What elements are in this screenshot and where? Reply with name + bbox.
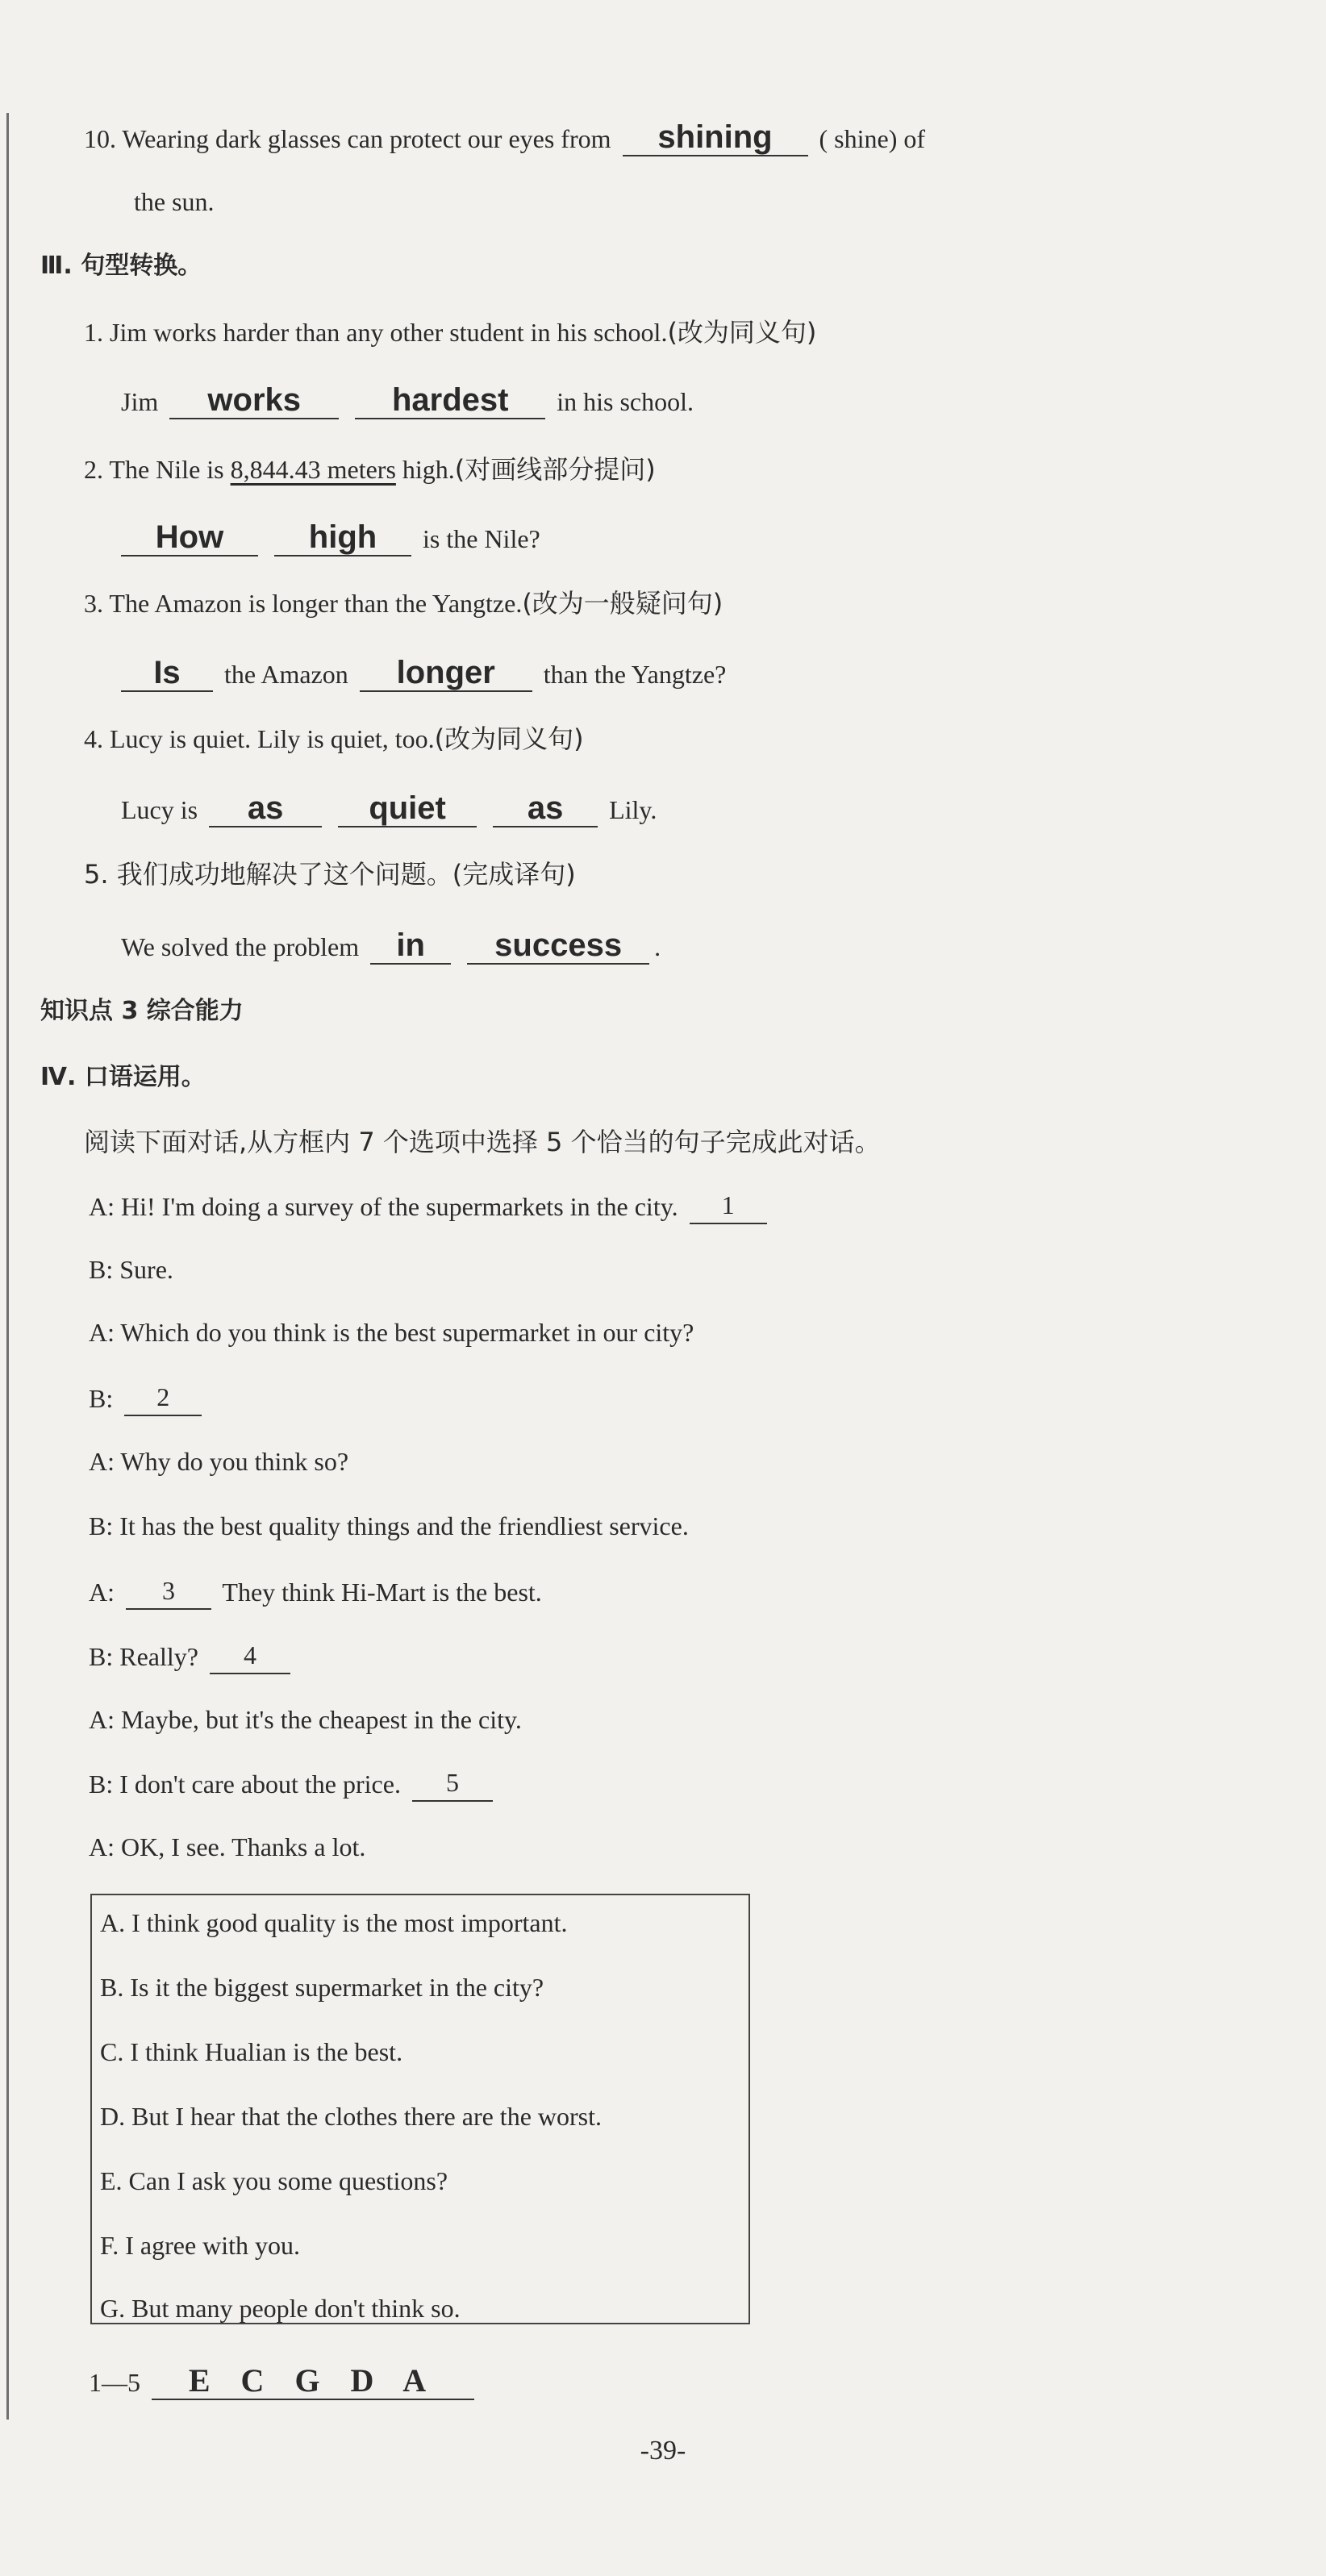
dialog-blank-2: 2	[124, 1379, 202, 1416]
q1-instruction: (改为同义句)	[667, 317, 817, 348]
q3-tail: than the Yangtze?	[543, 660, 727, 689]
option-a: A. I think good quality is the most important.	[100, 1908, 568, 1937]
option-b: B. Is it the biggest supermarket in the city?	[100, 1973, 544, 2002]
q2-answer-1: How	[121, 519, 258, 556]
q4-answer-line	[121, 790, 657, 827]
dialog-line-9	[89, 1702, 522, 1737]
dialog-text: Sure.	[119, 1255, 173, 1284]
q5-answer-2: success	[467, 927, 649, 965]
dialog-blank-4: 4	[210, 1637, 290, 1674]
speaker-label: B:	[89, 1384, 114, 1413]
q1-tail: in his school.	[557, 387, 694, 416]
speaker-label: B:	[89, 1511, 114, 1540]
speaker-label: A:	[89, 1832, 115, 1861]
q3-answer-2: longer	[360, 655, 532, 692]
q5-tail: .	[654, 932, 661, 961]
speaker-label: A:	[89, 1318, 115, 1347]
q2-answer-2: high	[274, 519, 411, 556]
speaker-label: A:	[89, 1447, 115, 1476]
q4-tail: Lily.	[609, 795, 657, 824]
dialog-text: Really?	[119, 1642, 198, 1671]
q3-mid: the Amazon	[224, 660, 348, 689]
speaker-label: B:	[89, 1769, 114, 1799]
section-3-title: Ⅲ. 句型转换。	[40, 252, 202, 280]
q3-text: 3. The Amazon is longer than the Yangtze.	[84, 589, 523, 618]
dialog-line-1	[89, 1187, 772, 1224]
option-f: F. I agree with you.	[100, 2231, 301, 2260]
q4-instruction: (改为同义句)	[434, 723, 584, 754]
q4-answer-3: as	[493, 790, 598, 827]
item-10-answer: shining	[623, 119, 808, 156]
q2-prompt	[84, 452, 656, 487]
section-4-title: Ⅳ. 口语运用。	[40, 1063, 206, 1091]
dialog-text: OK, I see. Thanks a lot.	[121, 1832, 366, 1861]
page-number: -39-	[640, 2436, 686, 2466]
dialog-line-6	[89, 1508, 689, 1544]
q1-prompt	[84, 315, 816, 350]
dialog-text: Hi! I'm doing a survey of the supermarkets in the city.	[121, 1192, 678, 1221]
options-box	[90, 1894, 750, 2324]
answers-blank: E C G D A	[152, 2363, 474, 2400]
q5-answer-line	[121, 927, 661, 965]
dialog-text: Which do you think is the best supermarket in our city?	[120, 1318, 694, 1347]
item-10-cont-text: the sun.	[134, 187, 215, 216]
q3-prompt	[84, 586, 723, 621]
q4-answer-2: quiet	[338, 790, 477, 827]
dialog-blank-1: 1	[690, 1187, 767, 1224]
dialog-blank-5: 5	[412, 1765, 493, 1802]
q3-answer-line	[121, 655, 726, 692]
dialog-text: I don't care about the price.	[119, 1769, 401, 1799]
q2-tail: is the Nile?	[423, 524, 540, 553]
speaker-label: A:	[89, 1705, 115, 1734]
dialog-text: They think Hi-Mart is the best.	[222, 1578, 542, 1607]
q2-pre: 2. The Nile is	[84, 455, 224, 484]
dialog-line-2	[89, 1252, 173, 1287]
dialog-blank-3: 3	[126, 1573, 211, 1610]
dialog-line-8	[89, 1637, 295, 1674]
q1-lead: Jim	[121, 387, 159, 416]
dialog-line-4	[89, 1379, 206, 1416]
q1-text: 1. Jim works harder than any other student in his school.	[84, 318, 668, 347]
q2-instruction: (对画线部分提问)	[454, 454, 656, 485]
q1-answer-2: hardest	[355, 382, 545, 419]
dialog-line-5	[89, 1444, 348, 1479]
dialog-text: It has the best quality things and the friendliest service.	[119, 1511, 689, 1540]
q2-answer-line	[121, 519, 540, 556]
item-10-continued	[134, 184, 215, 219]
q4-prompt	[84, 721, 584, 757]
knowledge-point-3: 知识点 3 综合能力	[40, 997, 244, 1025]
dialog-text: Maybe, but it's the cheapest in the city.	[121, 1705, 522, 1734]
dialog-line-11	[89, 1829, 365, 1865]
option-c: C. I think Hualian is the best.	[100, 2037, 403, 2066]
q5-lead: We solved the problem	[121, 932, 360, 961]
q3-instruction: (改为一般疑问句)	[522, 588, 723, 619]
q5-prompt: 5. 我们成功地解决了这个问题。(完成译句)	[84, 859, 576, 890]
q4-answer-1: as	[209, 790, 322, 827]
item-10	[84, 119, 925, 156]
q5-answer-1: in	[370, 927, 451, 965]
section-4-instruction: 阅读下面对话,从方框内 7 个选项中选择 5 个恰当的句子完成此对话。	[84, 1127, 881, 1157]
speaker-label: A:	[89, 1578, 115, 1607]
q1-answer-1: works	[169, 382, 339, 419]
margin-line	[6, 113, 9, 2420]
dialog-line-7	[89, 1573, 542, 1610]
item-10-hint: ( shine) of	[819, 124, 926, 153]
dialog-text: Why do you think so?	[120, 1447, 349, 1476]
answer-label: 1—5	[89, 2368, 140, 2397]
item-10-text: 10. Wearing dark glasses can protect our eyes from	[84, 124, 611, 153]
speaker-label: B:	[89, 1642, 114, 1671]
answer-line	[89, 2363, 479, 2400]
q2-underlined-part: 8,844.43 meters	[230, 455, 396, 484]
q4-lead: Lucy is	[121, 795, 198, 824]
dialog-line-10	[89, 1765, 498, 1802]
option-d: D. But I hear that the clothes there are the worst.	[100, 2102, 602, 2131]
speaker-label: B:	[89, 1255, 114, 1284]
speaker-label: A:	[89, 1192, 115, 1221]
option-g: G. But many people don't think so.	[100, 2294, 461, 2323]
option-e: E. Can I ask you some questions?	[100, 2166, 448, 2195]
q2-post: high.	[402, 455, 455, 484]
q3-answer-1: Is	[121, 655, 213, 692]
q1-answer-line	[121, 382, 694, 419]
q4-text: 4. Lucy is quiet. Lily is quiet, too.	[84, 724, 435, 753]
dialog-line-3	[89, 1315, 694, 1350]
